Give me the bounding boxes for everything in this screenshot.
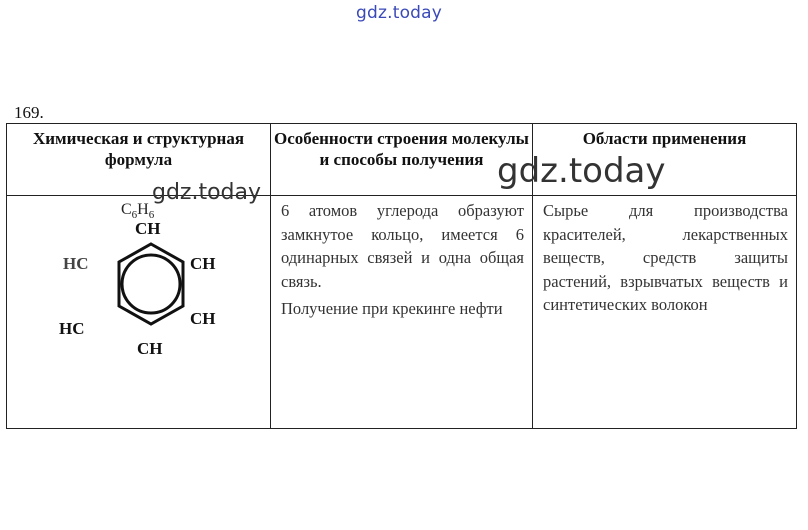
formula-cell <box>7 196 271 429</box>
aromatic-circle <box>122 255 180 313</box>
watermark-top: gdz.today <box>356 3 443 23</box>
applications-description: Сырье для производства красителей, лекарственных веществ, средств защиты растений, взрывчатых веществ и синтетических волокон <box>543 201 788 314</box>
molecular-formula: $C_6H_6$ <box>121 201 155 221</box>
watermark-center: gdz.today <box>497 151 666 191</box>
label-ch-bottom: CH <box>137 339 163 358</box>
watermark-formula: gdz.today <box>152 180 262 205</box>
applications-cell <box>533 196 797 429</box>
benzene-structure-diagram <box>7 196 271 428</box>
label-ch-lower-right: CH <box>190 309 216 328</box>
header-formula: Химическая и структурная формула <box>7 124 271 196</box>
table-body-row <box>7 196 797 429</box>
task-number: 169. <box>14 103 44 122</box>
label-ch-top: CH <box>135 219 161 238</box>
table-header-row <box>7 124 797 196</box>
production-method: Получение при крекинге нефти <box>281 299 503 318</box>
header-structure: Особенности строения молекулы и способы получения <box>271 124 533 196</box>
structure-description: 6 атомов углерода образуют замкнутое кольцо, имеется 6 одинарных связей и одна общая связь. <box>281 201 524 291</box>
label-hc-upper-left: HC <box>63 254 89 273</box>
label-ch-upper-right: CH <box>190 254 216 273</box>
structure-cell <box>271 196 533 429</box>
header-applications: Области применения <box>533 124 797 196</box>
label-hc-lower-left: HC <box>59 319 85 338</box>
answer-table <box>6 123 797 429</box>
